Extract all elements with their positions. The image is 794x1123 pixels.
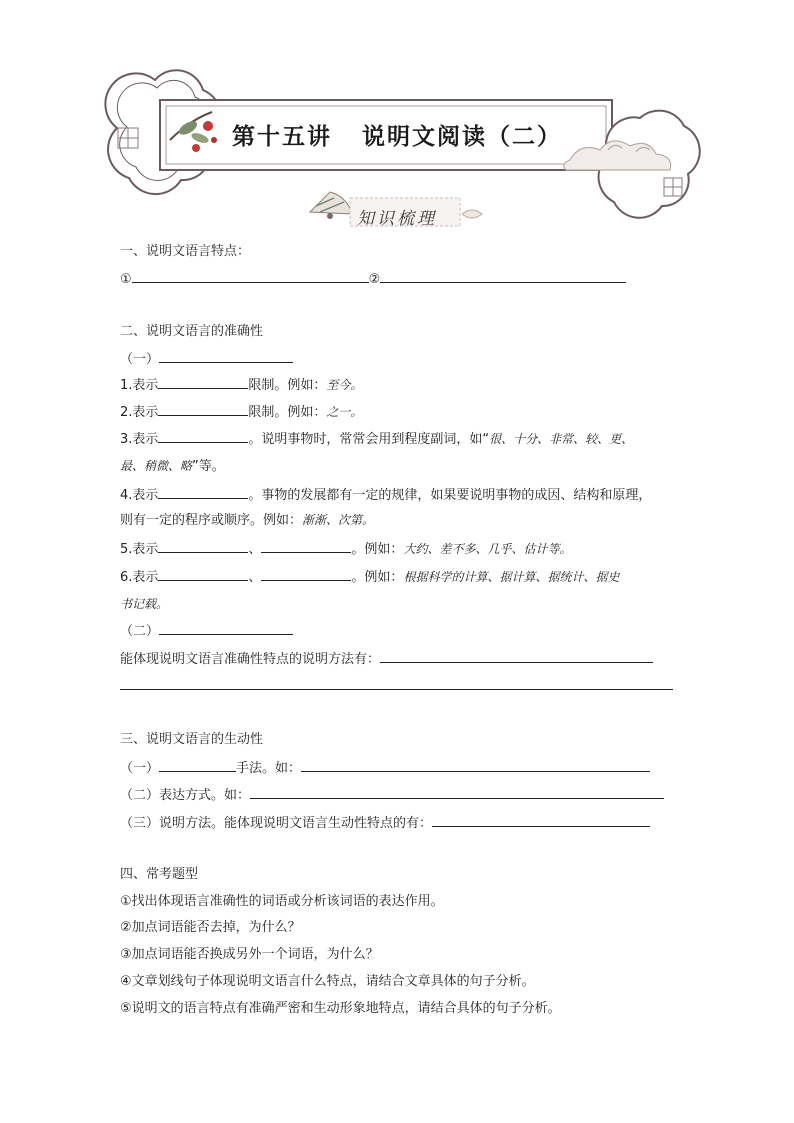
blank-i1[interactable] (158, 374, 248, 389)
s3-l1-pre: （一） (120, 761, 160, 776)
s1-heading: 一、说明文语言特点： (120, 244, 251, 259)
blank-i3[interactable] (158, 428, 248, 443)
s4-item-5: ⑤说明文的语言特点有准确严密和生动形象地特点，请结合具体的句子分析。 (120, 1001, 561, 1016)
s2-item-6 (120, 566, 619, 588)
i1-example: 至今。 (326, 378, 363, 392)
blank-s1-2[interactable] (380, 268, 626, 283)
s3-l2-label: （二）表达方式。如： (120, 788, 251, 803)
i4-line2: 则有一定的程序或顺序。例如： (120, 513, 303, 528)
s1-blanks (120, 268, 626, 290)
s2-sub1 (120, 348, 293, 370)
blank-i4[interactable] (158, 484, 248, 499)
i4-example: 渐渐、次第。 (302, 513, 375, 527)
blank-s3-technique[interactable] (159, 757, 236, 772)
blank-s3-l1[interactable] (301, 757, 650, 772)
blank-i2[interactable] (158, 401, 248, 416)
i3-pre: 3.表示 (120, 432, 159, 447)
i6-example-2: 书记载。 (120, 597, 169, 611)
s2-item-6-line2 (120, 594, 168, 615)
s2-item-4 (120, 484, 651, 506)
s2-item-3 (120, 428, 633, 450)
s2-item-1 (120, 374, 362, 396)
s2-item-2 (120, 401, 362, 423)
i5-pre: 5.表示 (120, 542, 159, 557)
s2-sub2 (120, 620, 293, 642)
s2-methods (120, 648, 653, 670)
s2-heading: 二、说明文语言的准确性 (120, 324, 264, 339)
i5-example: 大约、差不多、几乎、估计等。 (403, 542, 572, 556)
i6-example: 根据科学的计算、据计算、据统计、据史 (403, 570, 620, 584)
i2-example: 之一。 (326, 405, 363, 419)
blank-s1-1[interactable] (132, 268, 369, 283)
fan-icon (310, 192, 352, 219)
blank-sub1[interactable] (159, 348, 293, 363)
s4-item-2: ②加点词语能否去掉，为什么？ (120, 920, 301, 935)
mark-2: ② (368, 272, 381, 287)
i6-sep: 、 (248, 570, 262, 585)
s3-line-1 (120, 757, 650, 779)
i5-post: 。例如： (351, 542, 404, 557)
i6-pre: 6.表示 (120, 570, 159, 585)
blank-i6-2[interactable] (261, 566, 351, 581)
blank-methods[interactable] (380, 648, 653, 663)
s3-line-3 (120, 812, 650, 834)
sub2-label: （二） (120, 624, 160, 639)
s3-line-2 (120, 784, 664, 806)
blank-sub2[interactable] (159, 620, 293, 635)
s2-item-4-line2 (120, 510, 374, 531)
sub1-label: （一） (120, 352, 160, 367)
i3-example-2: 最、稍微、略 (120, 459, 193, 473)
mark-1: ① (120, 272, 132, 287)
s4-item-3: ③加点词语能否换成另外一个词语，为什么？ (120, 947, 379, 962)
s4-heading: 四、常考题型 (120, 867, 199, 882)
i5-sep: 、 (248, 542, 262, 557)
blank-methods-2[interactable] (120, 689, 673, 690)
i2-pre: 2.表示 (120, 405, 159, 420)
cloud-tail-icon (462, 210, 482, 218)
blank-i5-1[interactable] (158, 538, 248, 553)
methods-label: 能体现说明文语言准确性特点的说明方法有： (120, 652, 381, 667)
s2-item-3-line2 (120, 456, 225, 477)
i4-post: 。事物的发展都有一定的规律，如果要说明事物的成因、结构和原理， (248, 488, 652, 503)
s3-l1-post: 手法。如： (236, 761, 302, 776)
i6-post: 。例如： (351, 570, 404, 585)
i1-post: 限制。例如： (248, 378, 327, 393)
i1-pre: 1.表示 (120, 378, 159, 393)
blank-s3-l2[interactable] (250, 784, 664, 799)
s2-item-5 (120, 538, 571, 560)
blank-i5-2[interactable] (261, 538, 351, 553)
i2-post: 限制。例如： (248, 405, 327, 420)
blank-s3-l3[interactable] (432, 812, 650, 827)
s4-item-1: ①找出体现语言准确性的词语或分析该词语的表达作用。 (120, 894, 444, 909)
i3-example: 很、十分、非常、较、更、 (489, 432, 634, 446)
s4-item-4: ④文章划线句子体现说明文语言什么特点，请结合文章具体的句子分析。 (120, 974, 535, 989)
s3-l3-label: （三）说明方法。能体现说明文语言生动性特点的有： (120, 816, 433, 831)
i3-post: 。说明事物时，常常会用到程度副词，如“ (248, 432, 490, 447)
section-subtitle: 知识梳理 (357, 209, 437, 229)
i4-pre: 4.表示 (120, 488, 159, 503)
page-title: 第十五讲 说明文阅读（二） (232, 123, 563, 150)
s3-heading: 三、说明文语言的生动性 (120, 732, 264, 747)
i3-post-2: ”等。 (192, 459, 225, 474)
blank-i6-1[interactable] (158, 566, 248, 581)
